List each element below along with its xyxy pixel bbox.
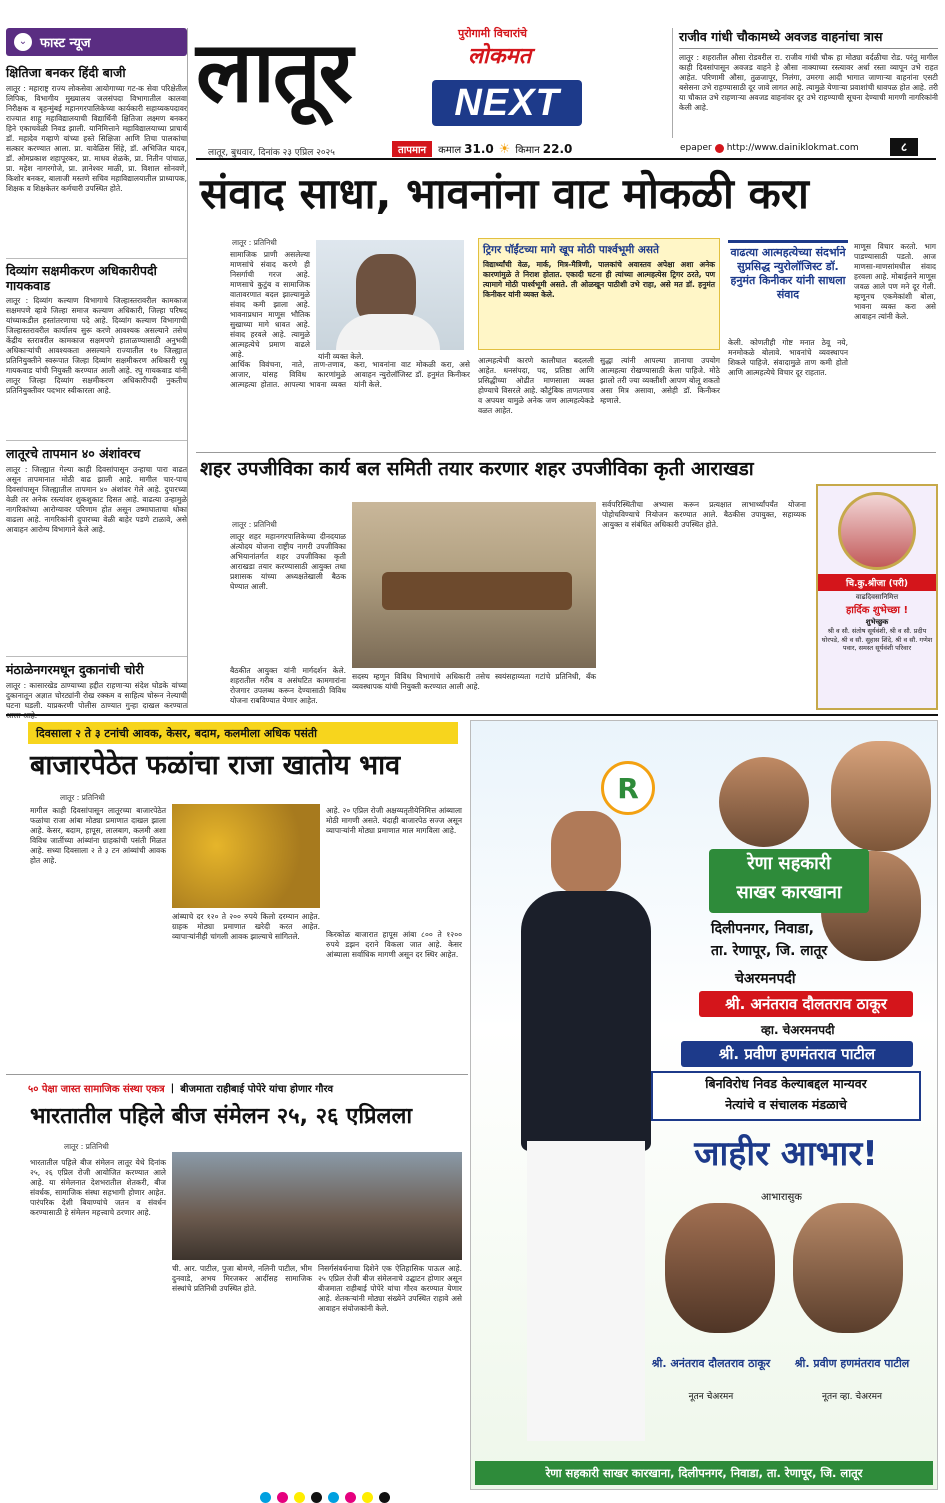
min-label: किमान: [515, 145, 540, 156]
next-logo: NEXT: [432, 80, 582, 126]
lead-col-4: सुद्धा त्यांनी आपल्या ज्ञानाचा उपयोग आत्महत्या रोखण्यासाठी केला पाहिजे. मोठे झालो तरी ज्या व्यक्तीशी आपण बोलू शकतो असा मित्र असावा, असेही डॉ. किनीकर म्हणाले.: [600, 356, 720, 405]
leader-photo-1: [719, 757, 809, 847]
quote-title: ट्रिगर पॉईंटच्या मागे खूप मोठी पार्श्वभूमी असते: [483, 244, 659, 256]
doctor-photo: [316, 240, 464, 350]
market-band: दिवसाला २ ते ३ टनांची आवक, केसर, बदाम, कलमीला अधिक पसंती: [28, 722, 458, 744]
lead-headline: संवाद साधा, भावनांना वाट मोकळी करा: [200, 169, 809, 218]
vice-name: श्री. प्रवीण हणमंतराव पाटील: [681, 1041, 913, 1067]
ad-address-2: ता. रेणापूर, जि. लातूर: [711, 943, 828, 959]
chair-name: श्री. अनंतराव दौलतराव ठाकूर: [699, 991, 913, 1017]
sidebar-item-body: लातूर : महाराष्ट्र राज्य लोकसेवा आयोगाच्या गट-क सेवा परिक्षेतील लिपिक, विभागीय मुख्यालय जलसंपदा विभागातील कालवा निरीक्षक व बृहन्मुंबई महानगरपालिकेच्या कार्यकारी सहाय्यकपदावर राज्यात शाहू महाविद्यालयाची विद्यार्थिनी क्षितिजा लक्ष्मण बनकर हिने एकाचवेळी निवड झाली. यानिमित्ताने महाविद्यालयाच्या प्राचार्य डॉ. महादेव गव्हाणे यांच्या हस्ते सिक्षिजा आणि तिचा पालकांचा सत्कार करण्यात आला. प्रा. यावेळिस सिंहे, डॉ. अभिजित यादव, डॉ. ओमप्रकाश शहापूरकर, प्रा. माधव शेळके, प्रा. नितीन पांचाळ, प्रा. महेश नागरगोजे, प्रा. ज्ञानेश्वर माळी, प्रा. विशाल सोनवणे, किशोर बनकर, बालाजी मस्तणे सचिव महाविद्यालयातील प्राध्यापक, शिक्षक व शिक्षकेतर कर्मचारी उपस्थित होते.: [6, 84, 187, 193]
brand-logo: लोकमत: [468, 44, 532, 69]
person2-role: नूतन व्हा. चेअरमन: [821, 1392, 883, 1402]
masthead-title: लातूर: [196, 23, 351, 121]
lead-col-2: आर्थिक विवंचना, नाते, ताण-तणाव, आजार, यांसह विविध कारणांमुळे आत्महत्या होतात. आपल्या भावना व्यक्त करा, भावनांना वाट मोकळी करा, असे आवाहन न्युरोलॉजिस्ट डॉ. हनुमंत किनीकर यांनी केले.: [230, 360, 470, 389]
max-value: 31.0: [464, 142, 494, 156]
news-body: लातूर : शहरातील औसा रोडवरील रा. राजीव गांधी चौक हा मोठ्या वर्दळीचा रोड. परंतु मागील काही दिवसांपासून अवजड वाहने हे औसा नाक्याच्या रस्त्यावर अर्धा रस्ता व्यापून उभे राहत आहेत. परिणामी औसा, तुळजापूर, निलंगा, उमरगा आदी भागात जाणाऱ्या वाहनांना एसटी बसेसना उभे राहण्यासाठी दूर जावे लागत आहे. त्यामुळे येणाऱ्या प्रवाशांची धावपळ होत आहे. तरी या चौकात उभे राहणाऱ्या अवजड वाहनांवर दूर उभे राहण्याची सूचना देण्याची मागणी नागरिकांनी केली आहे.: [679, 53, 938, 112]
leader-main-photo: [491, 801, 681, 1441]
seed-byline: लातूर : प्रतिनिधी: [64, 1142, 109, 1151]
birthday-name: चि.कु.श्रीजा (परी): [818, 574, 936, 591]
seed-col-2: ची. आर. पाटील, पुजा बोमणे, नलिनी पाटील, भीम दुनवाडे, अभय मिरजकर आदींसह सामाजिक संस्थांचे प्रतिनिधी उपस्थित होते.: [172, 1264, 312, 1293]
market-col-1: मागील काही दिवसांपासून लातूरच्या बाजारपेठेत फळांचा राजा आंबा मोठ्या प्रमाणात दाखल झाला आहे. केसर, बदाम, हापूस, लालबाग, कलमी अशा विविध जातींच्या आंब्यांना ग्राहकांची पसंती मिळत आहे. सध्या दिवसाला २ ते ३ टन आंब्यांची आवक होत आहे.: [30, 806, 166, 865]
max-label: कमाल: [438, 145, 462, 156]
mango-photo: [172, 804, 320, 908]
interview-box: [728, 240, 848, 334]
birthday-line: वाढदिवसानिमित्त: [855, 593, 899, 601]
ad-footer: रेणा सहकारी साखर कारखाना, दिलीपनगर, निवाडा, ता. रेणापूर, जि. लातूर: [475, 1461, 933, 1485]
sidebar-item-body: लातूर : कासारखेड ठाण्याच्या हद्दीत राहणाऱ्या संदेश घोडके यांच्या दुकानातून अज्ञात चोरट्यांनी रोख रक्कम व साहित्य चोरून नेल्याची घटना घडली. याप्रकरणी पोलीस ठाण्यात गुन्हा दाखल करण्यात: [6, 681, 187, 710]
masthead-tagline: पुरोगामी विचारांचे: [458, 27, 528, 40]
sidebar-item-title: लातूरचे तापमान ४० अंशांवरच: [6, 446, 141, 461]
lead-col-3: आत्महत्येची कारणे कालौघात बदलली आहेत. धनसंपदा, पद, प्रतिष्ठा आणि प्रसिद्धीच्या ओढीत माणसाला व्यक्त होण्याचे विसरले आहे. कौटुंबिक ताणतणाव व अपयश यामुळे अनेक जण आत्महत्येकडे वळत आहेत.: [478, 356, 594, 415]
sugar-factory-ad: [470, 720, 938, 1490]
person2-photo: [793, 1203, 903, 1333]
sidebar-item-1: [6, 64, 187, 252]
second-col-2: बैठकीत आयुक्त यांनी मार्गदर्शन केले. शहरातील गरीब व असंघटित कामगारांना रोजगार उपलब्ध करून देण्यासाठी विविध योजना राबविण्यात येणार आहेत.: [230, 666, 346, 705]
seed-col-3: निसर्गसंवर्धनाचा दिशेने एक ऐतिहासिक पाऊल आहे. २५ एप्रिल रोजी बीज संमेलनाचे उद्घाटन होणार असून बीजमाता राहीबाई पोपेरे यांचा गौरव करण्यात येणार आहे. शेतकऱ्यांनी मोठ्या संख्येने उपस्थित राहावे असे आवाहन संयोजकांनी केले.: [318, 1264, 462, 1313]
birthday-sub: शुभेच्छुक: [865, 618, 889, 626]
factory-logo: R: [601, 761, 655, 815]
seed-col-1: भारतातील पहिले बीज संमेलन लातूर येथे दिनांक २५, २६ एप्रिल रोजी आयोजित करण्यात आले आहे. या संमेलनात देशभरातील शेतकरी, बीज संवर्धक, सामाजिक संस्था सहभागी होणार आहेत. पारंपरिक देशी बियाण्यांचे जतन व संवर्धन करण्यासाठी हे संमेलन महत्त्वाचे ठरणार आहे.: [30, 1158, 166, 1217]
market-headline: बाजारपेठेत फळांचा राजा खातोय भाव: [30, 750, 401, 781]
ad-address-1: दिलीपनगर, निवाडा,: [711, 921, 814, 937]
quote-body: विद्यार्थ्यांची वेळ, मार्क, मित्र-मैत्रिणी, पालकांचे अवास्तव अपेक्षा अशा अनेक कारणांमुळे ते निराश होतात. एकादी घटना ही त्यांच्या आत्महत्येस ट्रिगर ठरते, पण त्यामागे मोठी पार्श्वभूमी असते. ती ओळखून पाठीशी उभे राहा, असे मत डॉ. हनुमंत किनीकर यांनी व्यक्त केले.: [483, 260, 715, 299]
news-title: राजीव गांधी चौकामध्ये अवजड वाहनांचा त्रास: [679, 28, 938, 49]
org-name-box: रेणा सहकारी साखर कारखाना: [709, 849, 869, 913]
sidebar-item-title: क्षितिजा बनकर हिंदी बाजी: [6, 65, 126, 80]
sidebar-item-title: दिव्यांग सक्षमीकरण अधिकारीपदी गायकवाड: [6, 263, 157, 293]
second-col-5: सर्वपरिस्थितीचा अभ्यास करून प्रत्यक्षात लाभार्थ्यांपर्यंत योजना पोहोचविण्याचे नियोजन करण्यात आले. बैठकीस उपायुक्त, सहाय्यक आयुक्त व संबंधित अधिकारी उपस्थित होते.: [602, 500, 806, 529]
temperature-bar: [392, 141, 572, 157]
person1-name: श्री. अनंतराव दौलतराव ठाकूर: [651, 1357, 771, 1370]
leader-photo-2: [831, 741, 931, 851]
lead-col-6: माणूस विचार करतो. भाग पाडण्यासाठी पडतो. आज माणसा-माणसांमधील संवाद हरवला आहे. मोबाईलने माणूस जवळ आले पण मने दूर गेली. म्हणूनच एकमेकांशी बोला, भावना व्यक्त करा असे आवाहन त्यांनी केले.: [854, 242, 936, 321]
sidebar-item-body: लातूर : जिल्ह्यात गेल्या काही दिवसांपासून उन्हाचा पारा वाढत असून तापमानात मोठी वाढ झाली आहे. मागील चार-पाच दिवसांपासून जिल्ह्यातील तापमान ४० अंशांवर गेले आहे. दुपारच्या वेळी तर अनेक रस्त्यांवर शुकशुकाट दिसत आहे. वाढत्या उन्हामुळे नागरिकांच्या आरोग्यावर परिणाम होत असून उष्माघाताचा धोका वाढला आहे. नागरिकांनी दुपारच्या वेळी बाहेर पडणे टाळावे, असे आवाहन आरोग्य विभागाने केले आहे.: [6, 465, 187, 534]
page-number: ८: [890, 138, 918, 156]
birthday-list: श्री व सौ. संतोष सूर्यवंशी, श्री व सौ. प्रदीप घोरपडे, श्री व सौ. सुहास शिंदे, श्री व सौ. गणेश पवार, समस्त सूर्यवंशी परिवार: [821, 627, 933, 652]
second-headline: शहर उपजीविका कार्य बल समिती तयार करणार शहर उपजीविका कृती आराखडा: [200, 458, 754, 480]
sun-icon: ☀: [498, 141, 511, 157]
sidebar-item-body: लातूर : दिव्यांग कल्याण विभागाचे जिल्हास्तरावरील कामकाज सक्षमपणे व्हावे जिल्हा समाज कल्याण अधिकारी, जिल्हा परिषद यांच्याकडील हस्तांतरणाचा पदे आहे. दिव्यांग कल्याण विभागाची जिल्हास्तरावरील कार्यालय सुरू करणे आवश्यक असल्याने तसेच केंद्रीय स्तरावरील कामकाज सक्षमपणे हाताळण्यासाठी अनुभवी अधिकाऱ्यांची आवश्यकता असल्याने राज्यातील १७ जिल्ह्यात प्रतिनियुक्तीने स्वरूपात जिल्हा दिव्यांग सक्षमीकरण अधिकारी रघु गायकवाड यांची नियुक्ती करण्यात आली आहे. रघु गायकवाड यांनी लातूर जिल्हा दिव्यांग सक्षमीकरण अधिकारीपदी नुकतीच प्रतिनियुक्तीवर पदभार स्वीकारला आहे.: [6, 296, 187, 395]
birthday-wish: हार्दिक शुभेच्छा !: [845, 605, 909, 616]
top-right-news: [672, 28, 938, 138]
date-line: लातूर, बुधवार, दिनांक २३ एप्रिल २०२५: [208, 148, 335, 158]
person1-role: नूतन चेअरमन: [688, 1392, 734, 1402]
seed-meeting-photo: [172, 1152, 462, 1260]
lead-caption: यांनी व्यक्त केले.: [318, 352, 364, 361]
lead-byline: लातूर : प्रतिनिधी: [232, 238, 277, 247]
registration-marks: [260, 1492, 390, 1503]
second-col-4: सदस्य म्हणून विविध विभागांचे अधिकारी तसेच स्वयंसहाय्यता गटांचे प्रतिनिधी, बँक व्यवस्थापक यांची नियुक्ती करण्यात आली आहे.: [352, 672, 596, 691]
thanks-by: आभारासुक: [761, 1192, 802, 1203]
person2-name: श्री. प्रवीण हणमंतराव पाटील: [794, 1357, 910, 1370]
market-col-4: किरकोळ बाजारात हापूस आंबा ८०० ते १२०० रुपये डझन दराने विकला जात आहे. केसर आंब्याला सर्वाधिक मागणी असून दर स्थिर आहेत.: [326, 930, 462, 959]
sidebar-item-2: [6, 258, 187, 434]
meeting-photo: [352, 502, 596, 668]
sidebar-item-3: [6, 440, 187, 650]
epaper-line: epaper http://www.dainiklokmat.com: [680, 143, 859, 153]
market-col-3: आहे. २० एप्रिल रोजी अक्षय्यतृतीयेनिमित्त आंब्याला मोठी मागणी असते. यंदाही बाजारपेठ सज्ज असून व्यापाऱ्यांनी मोठ्या प्रमाणात माल मागविला आहे.: [326, 806, 462, 835]
temperature-label: तापमान: [392, 141, 432, 157]
vice-label: व्हा. चेअरमनपदी: [761, 1023, 835, 1037]
person1-photo: [665, 1203, 775, 1333]
sidebar-item-title: मंठाळेनगरमधून दुकानांची चोरी: [6, 662, 144, 677]
seed-band: ५० पेक्षा जास्त सामाजिक संस्था एकत्र | बीजमाता राहीबाई पोपेरे यांचा होणार गौरव: [28, 1082, 334, 1095]
birthday-photo: [838, 492, 916, 570]
lead-col-1: सामाजिक प्राणी असलेल्या माणसांचे संवाद करणे ही निसर्गाची गरज आहे. माणसाचे कुटुंब व सामाजिक वातावरणात बदल झाल्यामुळे संवाद कमी झाला आहे. भावनाप्रधान माणूस भौतिक सुखाच्या मागे धावत आहे. संवाद हरवले आहे. त्यामुळे आत्महत्येचे प्रमाण वाढले आहे.: [230, 250, 310, 359]
interview-title: वाढत्या आत्महत्येच्या संदर्भाने सुप्रसिद्ध न्युरोलॉजिस्ट डॉ. हनुमंत किनीकर यांनी साधला संवाद: [730, 246, 846, 301]
birthday-ad: [816, 484, 938, 710]
second-byline: लातूर : प्रतिनिधी: [232, 520, 277, 529]
chair-label: चेअरमनपदी: [735, 971, 796, 987]
fast-news-sidebar: [6, 28, 188, 708]
lead-col-5: केली. कोणतीही गोष्ट मनात ठेवू नये, मनमोकळे बोलावे. भावनांचे व्यवस्थापन शिकले पाहिजे. संवादामुळे ताण कमी होतो आणि आत्महत्येचे विचार दूर राहतात.: [728, 338, 848, 377]
min-value: 22.0: [542, 142, 573, 156]
seed-headline: भारतातील पहिले बीज संमेलन २५, २६ एप्रिलला: [30, 1104, 413, 1129]
market-byline: लातूर : प्रतिनिधी: [60, 793, 105, 802]
globe-icon: [715, 144, 724, 153]
chevron-down-icon: ⌄: [14, 33, 32, 51]
quote-box: [478, 238, 720, 350]
ad-line-box: बिनविरोध निवड केल्याबद्दल मान्यवर नेत्यांचे व संचालक मंडळाचे: [651, 1071, 921, 1121]
thanks-heading: जाहीर आभार!: [694, 1134, 878, 1174]
fast-news-header: ⌄ फास्ट न्यूज: [6, 28, 187, 56]
second-col-1: लातूर शहर महानगरपालिकेच्या दीनदयाळ अंत्योदय योजना राष्ट्रीय नागरी उपजीविका अभियानांतर्गत शहर उपजीविका कृती आराखडा तयार करण्यासाठी आयुक्त तथा प्रशासक यांच्या अध्यक्षतेखाली बैठक घेण्यात आली.: [230, 532, 346, 591]
website-link[interactable]: http://www.dainiklokmat.com: [726, 143, 859, 153]
market-col-2: आंब्याचे दर १२० ते २०० रुपये किलो दरम्यान आहेत. ग्राहक मोठ्या प्रमाणात खरेदी करत आहेत. व्यापाऱ्यांनीही चांगली आवक झाल्याचे सांगितले.: [172, 912, 320, 941]
